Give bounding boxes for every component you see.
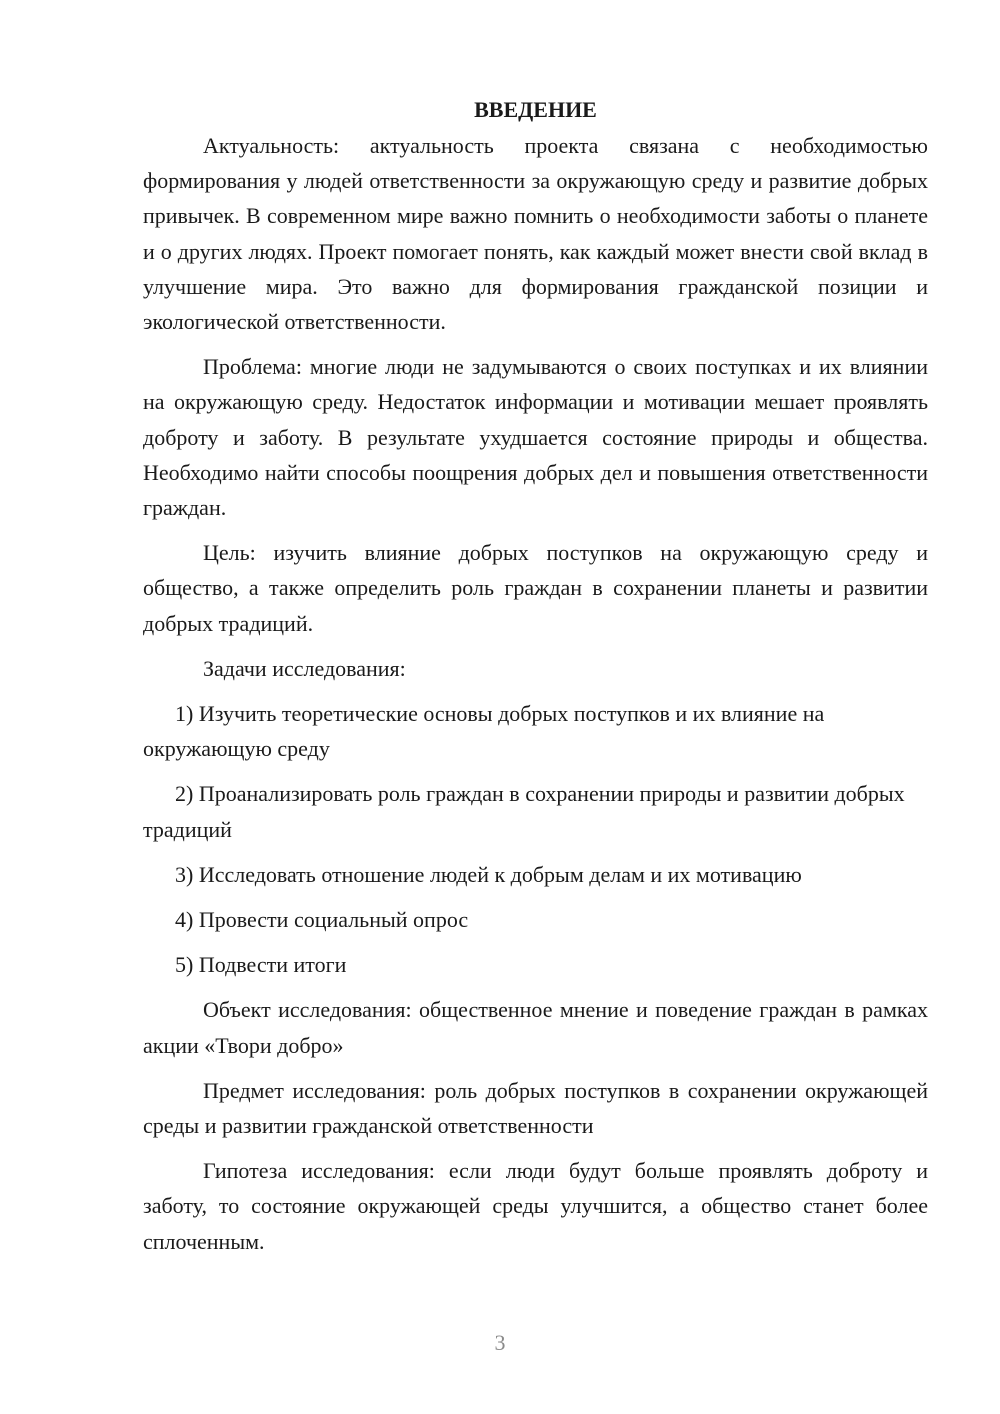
task-item-2: 2) Проанализировать роль граждан в сохранении природы и развитии добрых традиций xyxy=(143,781,905,842)
page-number: 3 xyxy=(494,1330,506,1355)
object-paragraph: Объект исследования: общественное мнение и поведение граждан в рамках акции «Твори добро» xyxy=(143,997,928,1058)
subject-paragraph: Предмет исследования: роль добрых поступков в сохранении окружающей среды и развитии гражданской ответственности xyxy=(143,1077,928,1139)
document-page xyxy=(143,92,928,1269)
task-item-1: 1) Изучить теоретические основы добрых поступков и их влияние на окружающую среду xyxy=(143,701,825,762)
task-item-5: 5) Подвести итоги xyxy=(175,952,347,978)
hypothesis-paragraph: Гипотеза исследования: если люди будут больше проявлять доброту и заботу, то состояние окружающей среды улучшится, а общество станет более сплоченным. xyxy=(143,1158,928,1254)
relevance-paragraph: Актуальность: актуальность проекта связана с необходимостью формирования у людей ответственности за окружающую среду и развитие добрых привычек. В современном мире важно помнить о необходимости заботы о планете и о других людях. Проект помогает понять, как каждый может внести свой вклад в улучшение мира. Это важно для формирования гражданской позиции и экологической ответственности. xyxy=(143,133,928,335)
task-item-4: 4) Провести социальный опрос xyxy=(175,907,469,933)
goal-paragraph: Цель: изучить влияние добрых поступков на окружающую среду и общество, а также определить роль граждан в сохранении планеты и развитии добрых традиций. xyxy=(143,540,928,636)
problem-paragraph: Проблема: многие люди не задумываются о своих поступках и их влиянии на окружающую среду. Недостаток информации и мотивации мешает проявлять доброту и заботу. В результате ухудшается состояние природы и общества. Необходимо найти способы поощрения добрых дел и повышения ответственности граждан. xyxy=(143,354,928,521)
task-item-3: 3) Исследовать отношение людей к добрым делам и их мотивацию xyxy=(175,861,802,887)
tasks-heading: Задачи исследования: xyxy=(203,655,406,681)
document-title: ВВЕДЕНИЕ xyxy=(474,97,597,122)
